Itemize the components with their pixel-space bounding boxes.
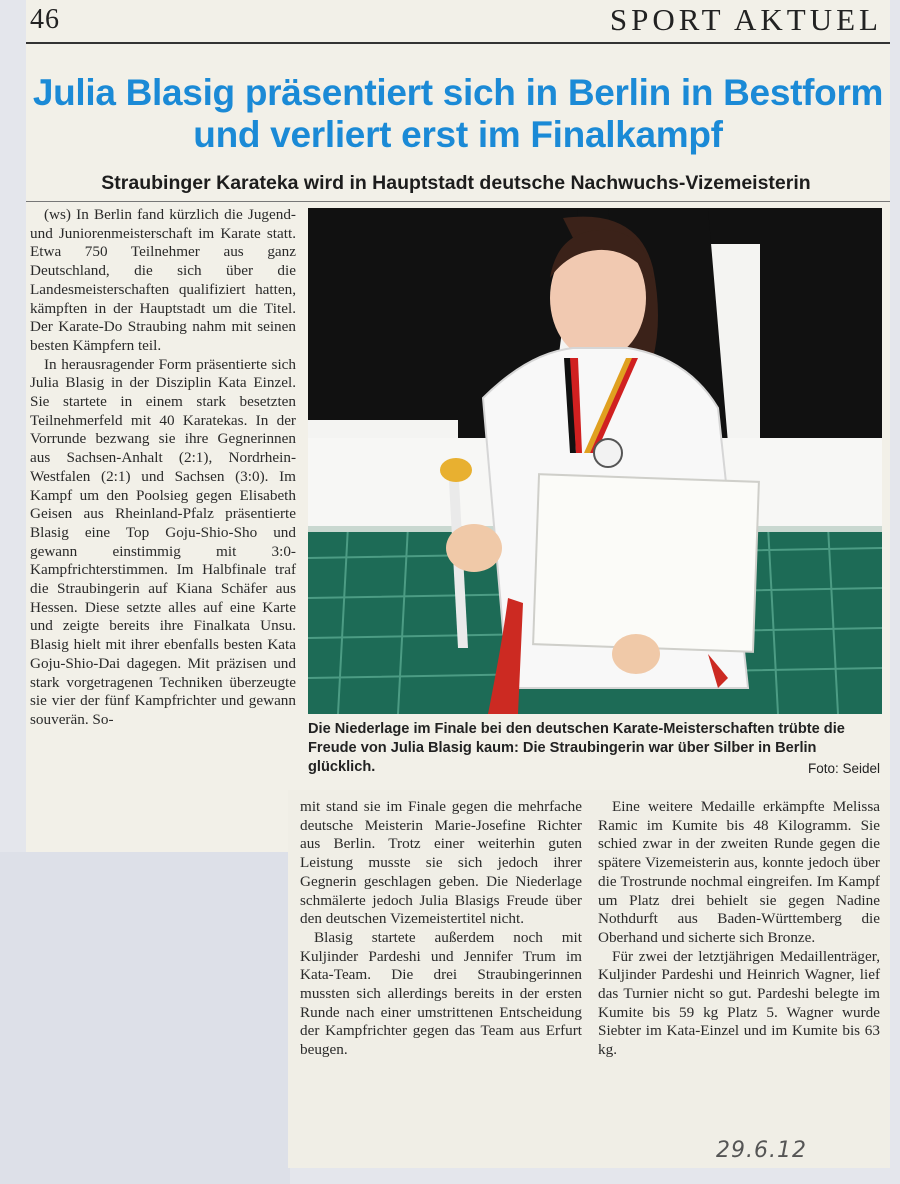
karateka-photo-illustration bbox=[308, 208, 882, 714]
article-column-2 bbox=[300, 798, 582, 1060]
section-title: SPORT AKTUEL bbox=[609, 2, 882, 37]
article-photo bbox=[308, 208, 882, 714]
paragraph: In herausragender Form präsentierte sich Julia Blasig in der Disziplin Kata Einzel. Sie startete in einem stark besetzten Teilnehmerfeld mit 40 Karatekas. In der Vorrunde bezwang sie ihre Gegnerinnen aus Sachsen-Anhalt (2:1), Nordrhein-Westfalen (2:1) und Sachsen (3:0). Im Kampf um den Poolsieg gegen Elisabeth Geisen aus Rheinland-Pfalz präsentierte Blasig eine Top Goju-Shio-Sho und gewann einstimmig mit 3:0-Kampfrichterstimmen. Im Halbfinale traf die Straubingerin auf Kiana Schäfer aus Hessen. Diese setzte alles auf eine Karte und zeigte bereits ihre Finalkata Unsu. Blasig hielt mit ihrer ebenfalls besten Kata Goju-Shio-Dai dagegen. Mit präzisen und stark vorgetragenen Techniken überzeugte sie vier der fünf Kampfrichter und gewann souverän. So- bbox=[30, 355, 296, 728]
page-number: 46 bbox=[30, 4, 60, 35]
headline: Julia Blasig präsentiert sich in Berlin in Bestform und verliert erst im Finalkampf bbox=[32, 72, 884, 155]
handwritten-date: 29.6.12 bbox=[716, 1138, 807, 1163]
paragraph: Blasig startete außerdem noch mit Kuljinder Pardeshi und Jennifer Trum im Kata-Team. Die drei Straubingerinnen mussten sich allerdings bereits in der ersten Runde nach einer umstrittenen Entscheidung der Kampfrichter gegen das Team aus Erfurt beugen. bbox=[300, 928, 582, 1059]
paragraph: mit stand sie im Finale gegen die mehrfache deutsche Meisterin Marie-Josefine Richter aus Berlin. Trotz einer weiterhin guten Leistung musste sie sich jedoch ihrer Gegnerin geschlagen geben. Die Niederlage schmälerte jedoch Julia Blasigs Freude über den deutschen Vizemeistertitel nicht. bbox=[300, 798, 582, 928]
header-rule bbox=[26, 42, 890, 44]
paragraph: Eine weitere Medaille erkämpfte Melissa Ramic im Kumite bis 48 Kilogramm. Sie schied zwar in der zweiten Runde gegen die spätere Vizemeisterin aus, konnte jedoch über die Trostrunde nochmal eingreifen. Im Kampf um Platz drei behielt sie gegen Nadine Nothdurft aus Baden-Württemberg die Oberhand und sicherte sich Bronze. bbox=[598, 798, 880, 946]
article-column-3 bbox=[598, 798, 880, 1060]
paragraph: Für zwei der letztjährigen Medaillenträger, Kuljinder Pardeshi und Heinrich Wagner, lief das Turnier nicht so gut. Pardeshi belegte im Kumite bis 59 kg Platz 5. Wagner wurde Siebter im Kata-Einzel und im Kumite bis 63 kg. bbox=[598, 947, 880, 1059]
paragraph: (ws) In Berlin fand kürzlich die Jugend- und Juniorenmeisterschaft im Karate statt. Etwa 750 Teilnehmer aus ganz Deutschland, die sich über die Landesmeisterschaften qualifiziert hatten, kämpften in der Hauptstadt um die Titel. Der Karate-Do Straubing nahm mit seinen besten Kämpfern teil. bbox=[30, 206, 296, 354]
subheadline: Straubinger Karateka wird in Hauptstadt deutsche Nachwuchs-Vizemeisterin bbox=[101, 172, 811, 194]
photo-credit: Foto: Seidel bbox=[807, 761, 880, 776]
photo-caption: Die Niederlage im Finale bei den deutschen Karate-Meisterschaften trübte die Freude von Julia Blasig kaum: Die Straubingerin war über Silber in Berlin glücklich. bbox=[308, 721, 845, 775]
background-shadow bbox=[0, 852, 290, 1184]
article-column-1 bbox=[30, 206, 296, 730]
subhead-rule bbox=[26, 201, 890, 202]
